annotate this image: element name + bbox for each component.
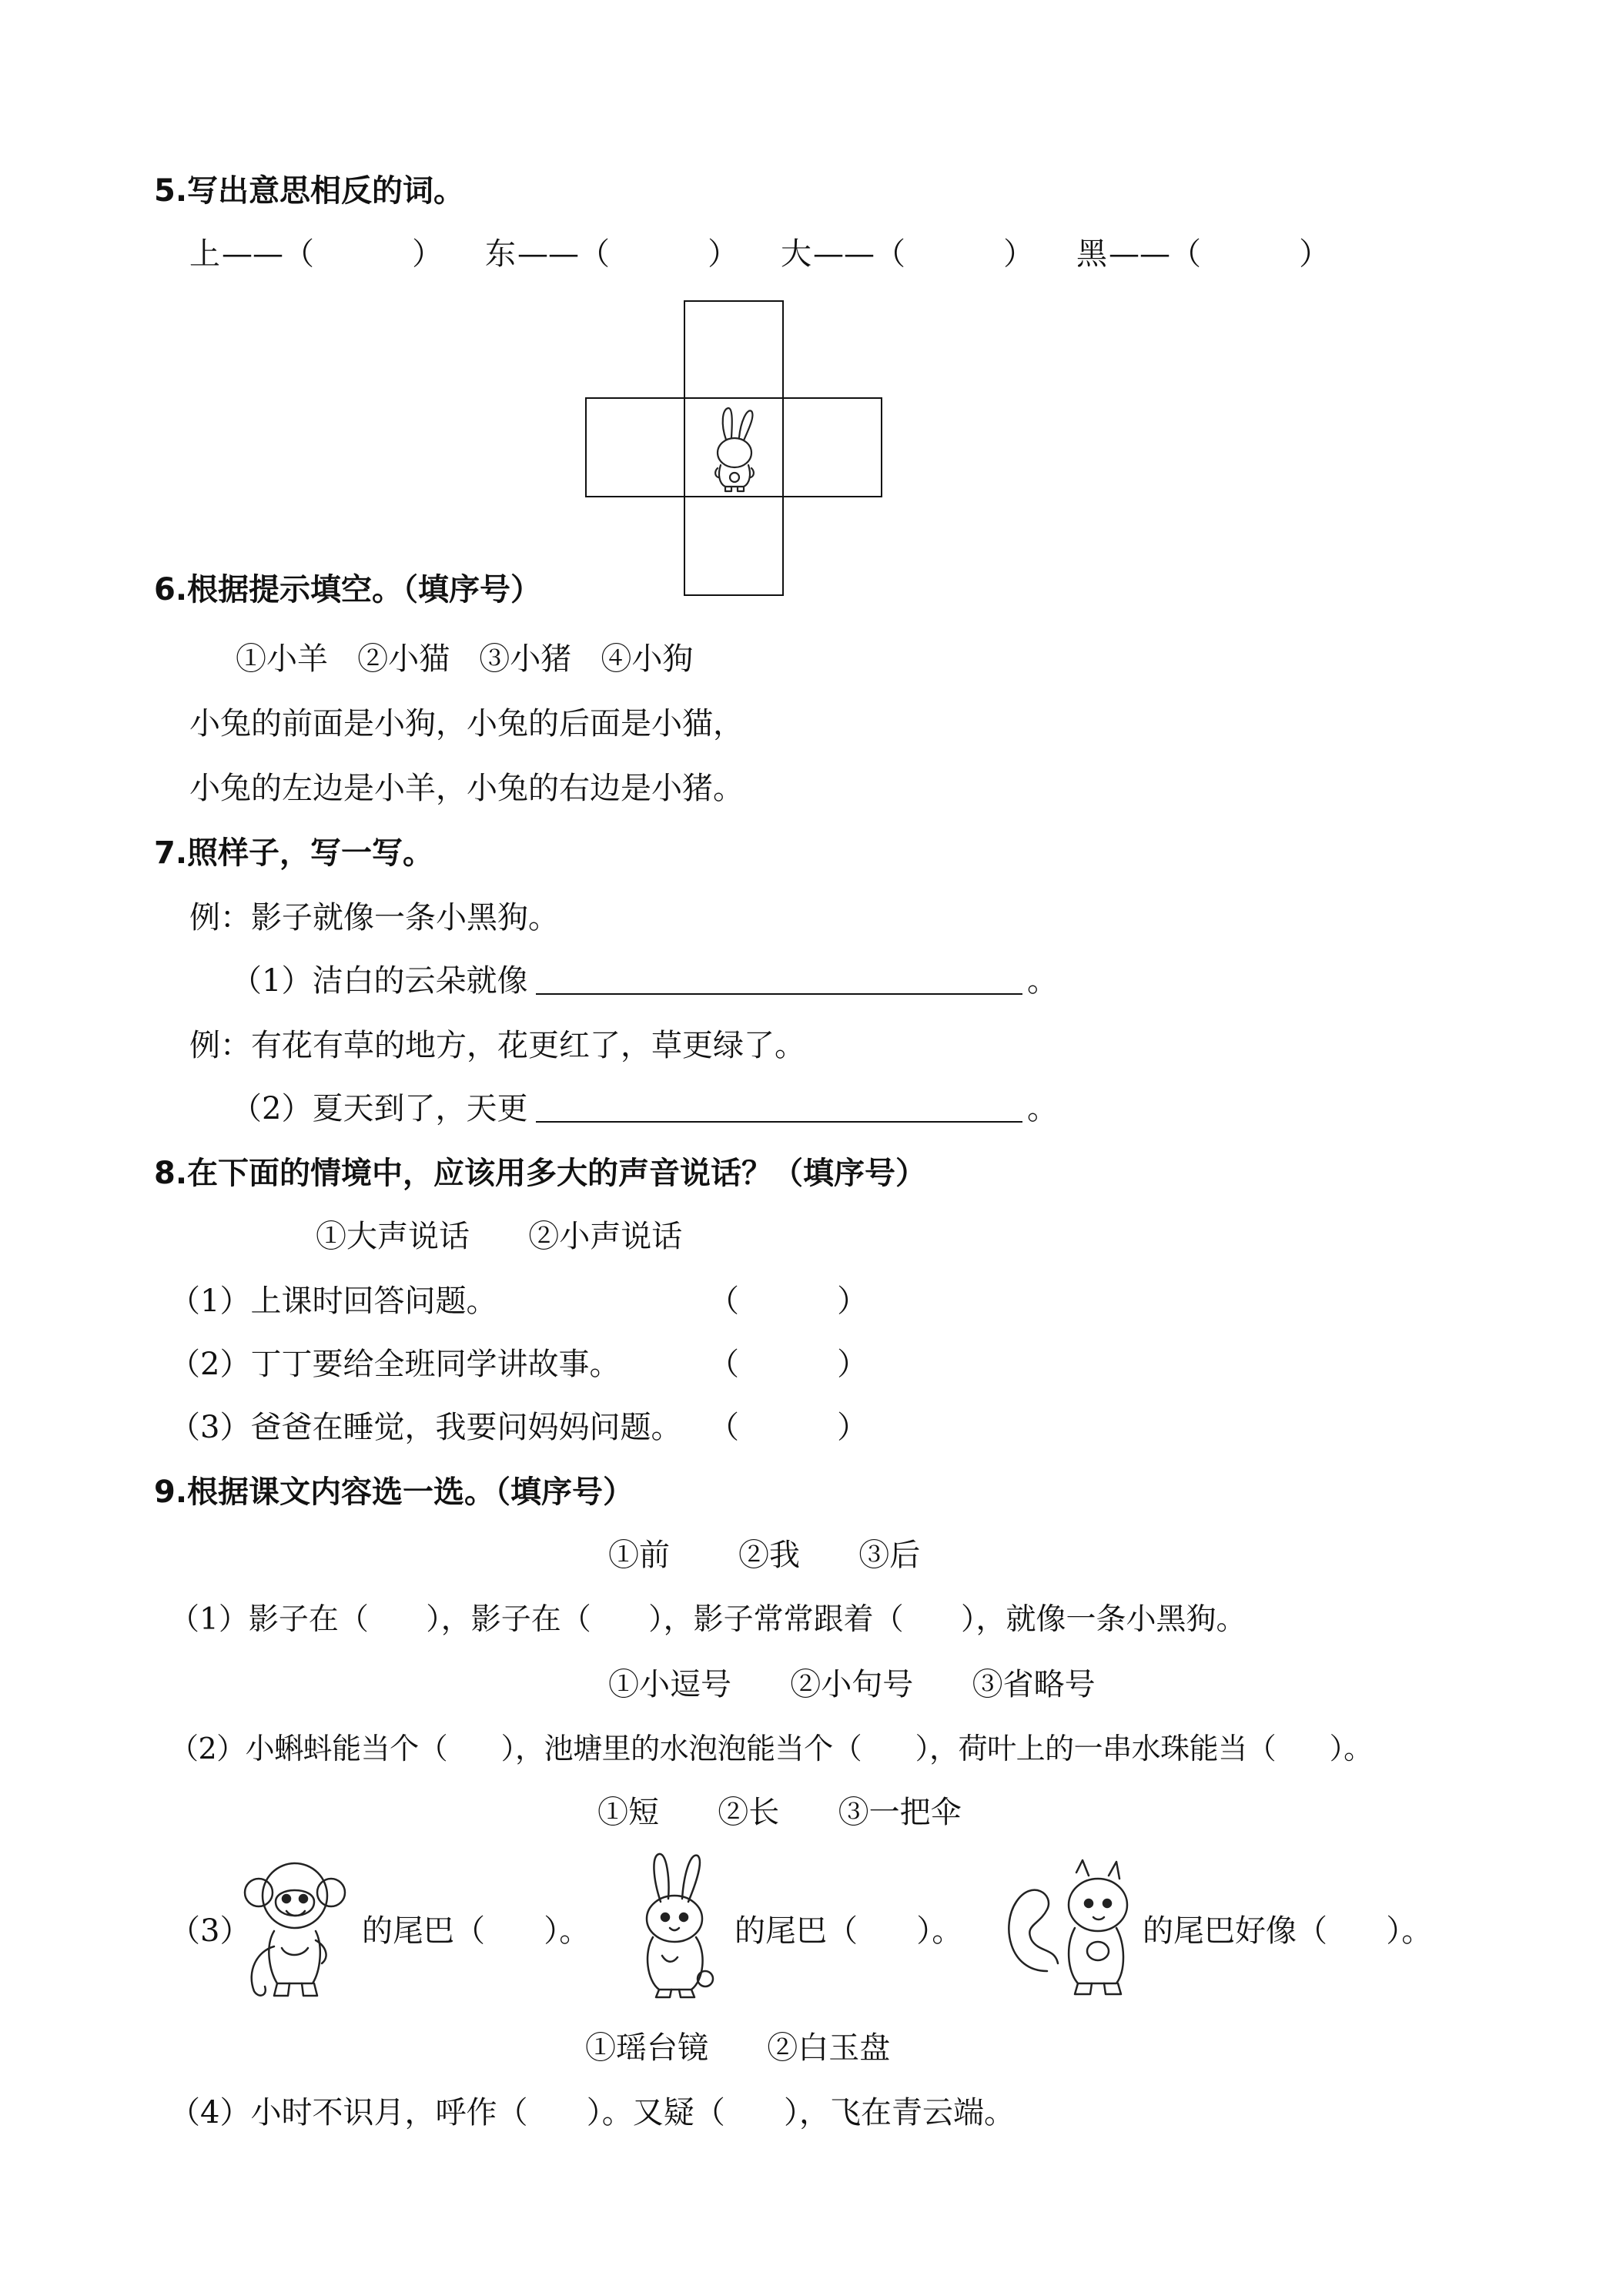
q9-options-4: ①瑶台镜 ②白玉盘 [585,2030,891,2066]
q8-blank-2[interactable]: （ ） [708,1347,868,1382]
q9-sentence-1: （1）影子在（ ），影子在（ ），影子常常跟着（ ），就像一条小黑狗。 [169,1602,1247,1637]
q6-line-1: 小兔的前面是小狗，小兔的后面是小猫， [189,706,744,741]
q5-blank-4[interactable]: （ ） [1170,236,1330,272]
q5-word-2: 东 [485,236,516,272]
q6-options: ①小羊 ②小猫 ③小猪 ④小狗 [236,641,694,677]
q8-blank-1[interactable]: （ ） [708,1284,868,1319]
q5-word-3: 大 [781,236,812,272]
q9-sentence-4: （4）小时不识月，呼作（ ）。又疑（ ），飞在青云端。 [169,2095,1016,2130]
q9-sentence-3-a: 的尾巴（ ）。 [362,1913,591,1949]
q7-example-1: 例：影子就像一条小黑狗。 [189,900,559,935]
q5-dash-3: —— [813,236,875,272]
q8-blank-3[interactable]: （ ） [708,1410,868,1445]
q5-dash-1: —— [222,236,283,272]
q8-title: 8.在下面的情境中，应该用多大的声音说话？（填序号） [154,1156,927,1191]
q7-answer-line-1[interactable] [536,993,1022,995]
q5-blank-2[interactable]: （ ） [579,236,739,272]
cell-left[interactable] [585,397,685,497]
q8-options: ①大声说话 ②小声说话 [316,1219,683,1254]
q9-title: 9.根据课文内容选一选。（填序号） [154,1474,634,1510]
q8-item-2: （2）丁丁要给全班同学讲故事。 [169,1347,621,1382]
q7-end-2: 。 [1027,1091,1058,1126]
q7-title: 7.照样子，写一写。 [154,835,434,871]
q7-sentence-1: （1）洁白的云朵就像 [231,963,528,999]
q9-options-2: ①小逗号 ②小句号 ③省略号 [608,1667,1096,1702]
q5-dash-4: —— [1109,236,1170,272]
q9-sentence-3-c: 的尾巴好像（ ）。 [1143,1913,1433,1949]
q7-answer-line-2[interactable] [536,1121,1022,1123]
monkey-icon [231,1856,362,2002]
rabbit-icon [616,1848,731,2002]
q5-blank-3[interactable]: （ ） [875,236,1035,272]
cell-front[interactable] [684,300,784,399]
squirrel-icon [993,1856,1147,2002]
q5-word-4: 黑 [1076,236,1107,272]
q5-word-1: 上 [189,236,220,272]
q5-title: 5.写出意思相反的词。 [154,173,465,209]
cell-back[interactable] [684,496,784,596]
q8-item-3: （3）爸爸在睡觉，我要问妈妈问题。 [169,1410,682,1445]
q9-sentence-3-b: 的尾巴（ ）。 [735,1913,963,1949]
q7-sentence-2: （2）夏天到了，天更 [231,1091,528,1126]
q5-dash-2: —— [517,236,579,272]
rabbit-back-icon [684,397,784,497]
q6-title: 6.根据提示填空。（填序号） [154,572,542,607]
q9-options-3: ①短 ②长 ③一把伞 [597,1795,962,1830]
q5-blank-1[interactable]: （ ） [283,236,443,272]
q9-sentence-3-number: （3） [169,1913,251,1949]
q8-item-1: （1）上课时回答问题。 [169,1284,497,1319]
q7-example-2: 例：有花有草的地方，花更红了，草更绿了。 [189,1028,805,1063]
q7-end-1: 。 [1027,963,1058,999]
q9-sentence-2: （2）小蝌蚪能当个（ ），池塘里的水泡泡能当个（ ），荷叶上的一串水珠能当（ ）。 [169,1732,1373,1766]
q6-line-2: 小兔的左边是小羊，小兔的右边是小猪。 [189,771,744,806]
cell-right[interactable] [782,397,882,497]
q9-options-1: ①前 ②我 ③后 [608,1538,921,1573]
